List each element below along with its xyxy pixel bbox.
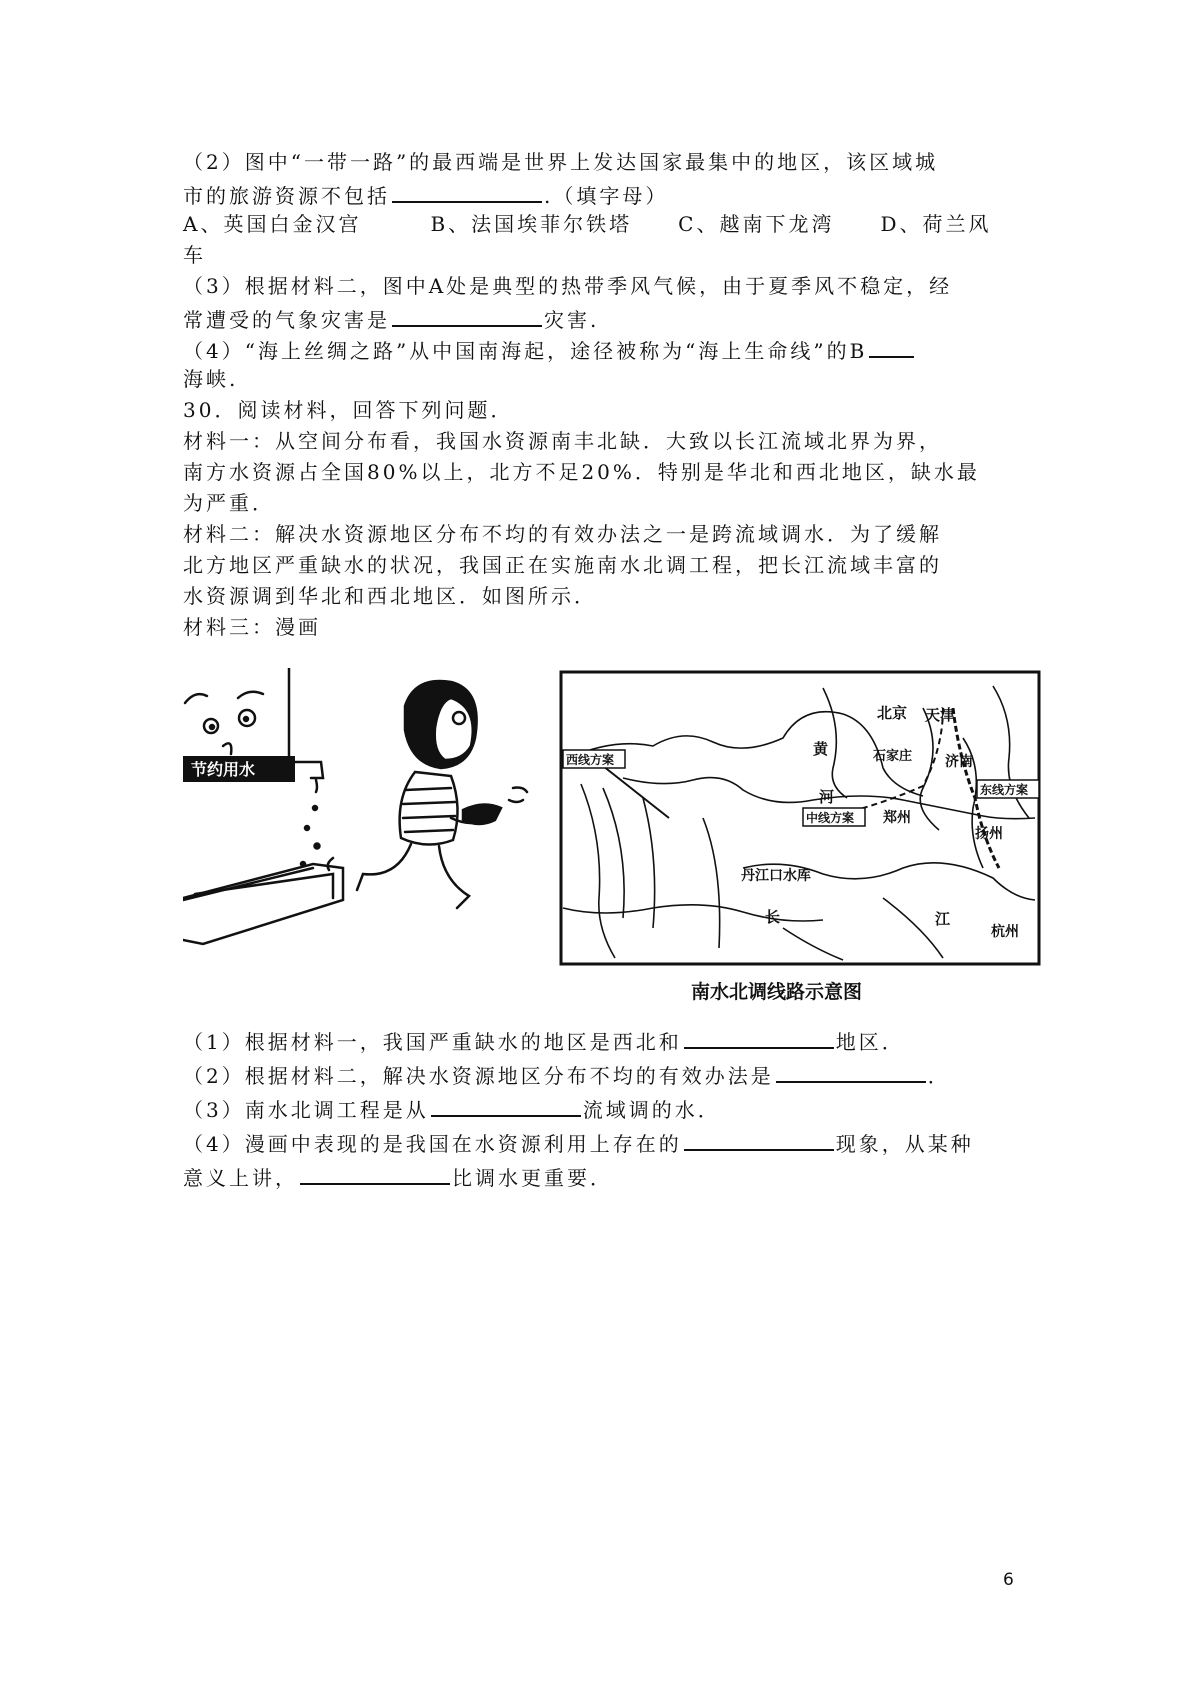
material2-line3: 水资源调到华北和西北地区．如图所示． bbox=[183, 584, 597, 608]
map-label-chang: 长 bbox=[765, 908, 781, 926]
q30-sub4-text-b: 现象，从某种 bbox=[835, 1132, 974, 1156]
map-label-jiang: 江 bbox=[935, 910, 951, 928]
map-label-hangzhou: 杭州 bbox=[991, 924, 1019, 940]
material2-line2: 北方地区严重缺水的状况，我国正在实施南水北调工程，把长江流域丰富的 bbox=[183, 553, 942, 577]
q30-sub3-text-b: 流域调的水． bbox=[582, 1098, 721, 1122]
q29-part2-line2 bbox=[183, 179, 668, 210]
figures bbox=[183, 668, 1143, 1013]
map-label-tianjin: 天津 bbox=[925, 706, 956, 724]
q29-part3-line2 bbox=[183, 303, 599, 334]
answer-blank[interactable] bbox=[431, 1093, 581, 1117]
q29-part2-line1: （2）图中“一带一路”的最西端是世界上发达国家最集中的地区，该区域城 bbox=[183, 150, 939, 174]
q30-sub1 bbox=[183, 1025, 905, 1056]
map-label-danjiangkou: 丹江口水库 bbox=[741, 868, 811, 884]
answer-blank[interactable] bbox=[684, 1025, 834, 1049]
q29-part3-text-a: 常遭受的气象灾害是 bbox=[183, 308, 390, 332]
water-saving-cartoon bbox=[183, 668, 527, 944]
q30-sub4-text-c: 意义上讲， bbox=[183, 1166, 298, 1190]
map-label-shijiazhuang: 石家庄 bbox=[873, 749, 913, 764]
q29-options: A、英国白金汉宫 B、法国埃菲尔铁塔 C、越南下龙湾 D、荷兰风 bbox=[183, 212, 992, 236]
q30-sub4-line2 bbox=[183, 1161, 613, 1192]
answer-blank[interactable] bbox=[392, 303, 542, 327]
q30-sub1-text-b: 地区． bbox=[835, 1030, 905, 1054]
page-number: 6 bbox=[1003, 1570, 1014, 1590]
answer-blank[interactable] bbox=[300, 1161, 450, 1185]
q30-sub1-text-a: （1）根据材料一，我国严重缺水的地区是西北和 bbox=[183, 1030, 682, 1054]
q30-sub2-text-a: （2）根据材料二，解决水资源地区分布不均的有效办法是 bbox=[183, 1064, 774, 1088]
map-label-river: 河 bbox=[819, 788, 835, 806]
q29-part4-line2: 海峡. bbox=[183, 367, 239, 391]
map-label-east-route: 东线方案 bbox=[980, 783, 1029, 797]
q30-sub3 bbox=[183, 1093, 721, 1124]
south-north-water-diversion-map bbox=[561, 672, 1039, 1003]
map-label-west-route: 西线方案 bbox=[566, 753, 615, 767]
q30-title: 30．阅读材料，回答下列问题． bbox=[183, 398, 514, 422]
q30-sub2 bbox=[183, 1059, 951, 1090]
q29-options-wrap: 车 bbox=[183, 243, 206, 267]
material1-line3: 为严重． bbox=[183, 491, 275, 515]
cartoon-sign-text: 节约用水 bbox=[191, 760, 256, 779]
material3-label: 材料三：漫画 bbox=[183, 615, 321, 639]
q30-sub2-text-b: ． bbox=[927, 1064, 951, 1088]
map-label-middle-route: 中线方案 bbox=[806, 811, 855, 825]
q30-sub3-text-a: （3）南水北调工程是从 bbox=[183, 1098, 429, 1122]
map-label-beijing: 北京 bbox=[877, 704, 908, 722]
answer-blank[interactable] bbox=[776, 1059, 926, 1083]
material1-line2: 南方水资源占全国80%以上，北方不足20%．特别是华北和西北地区，缺水最 bbox=[183, 460, 980, 484]
q29-part4-text-a: （4）“海上丝绸之路”从中国南海起，途径被称为“海上生命线”的B bbox=[183, 339, 868, 363]
answer-blank[interactable] bbox=[869, 334, 914, 358]
map-caption: 南水北调线路示意图 bbox=[691, 981, 863, 1003]
map-label-yellow: 黄 bbox=[813, 740, 829, 758]
material2-line1: 材料二：解决水资源地区分布不均的有效办法之一是跨流域调水．为了缓解 bbox=[183, 522, 942, 546]
map-label-yangzhou: 扬州 bbox=[975, 826, 1003, 842]
q30-sub4-text-a: （4）漫画中表现的是我国在水资源利用上存在的 bbox=[183, 1132, 682, 1156]
q29-part3-text-b: 灾害. bbox=[544, 308, 600, 332]
map-label-jinan: 济南 bbox=[945, 754, 973, 770]
q29-part2-text-b: .（填字母） bbox=[544, 184, 669, 208]
material1-line1: 材料一：从空间分布看，我国水资源南丰北缺．大致以长江流域北界为界， bbox=[183, 429, 942, 453]
q29-part3-line1: （3）根据材料二，图中A处是典型的热带季风气候，由于夏季风不稳定，经 bbox=[183, 274, 953, 298]
answer-blank[interactable] bbox=[392, 179, 542, 203]
q29-part2-text-a: 市的旅游资源不包括 bbox=[183, 184, 390, 208]
answer-blank[interactable] bbox=[684, 1127, 834, 1151]
q30-sub4-text-d: 比调水更重要． bbox=[452, 1166, 613, 1190]
q29-part4-line1 bbox=[183, 334, 916, 365]
map-label-zhengzhou: 郑州 bbox=[883, 810, 911, 826]
q30-sub4-line1 bbox=[183, 1127, 974, 1158]
